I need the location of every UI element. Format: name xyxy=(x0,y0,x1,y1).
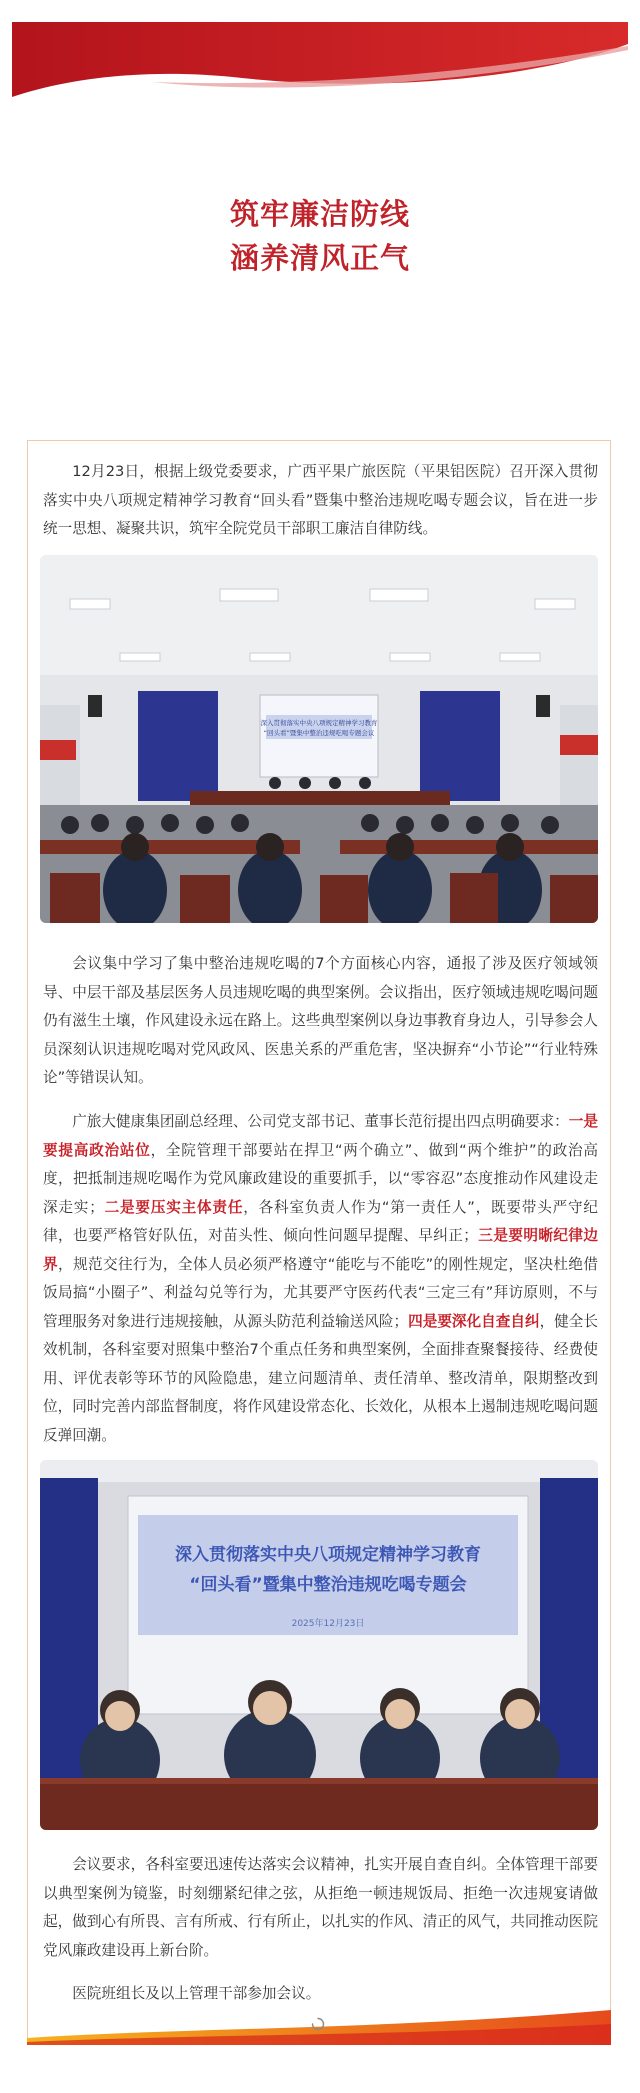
title-line-2: 涵养清风正气 xyxy=(229,241,410,275)
page-title xyxy=(0,192,640,280)
paragraph-study: 会议集中学习了集中整治违规吃喝的7个方面核心内容，通报了涉及医疗领域领导、中层干部及基层医务人员违规吃喝的典型案例。会议指出，医疗领域违规吃喝问题仍有滋生土壤，作风建设永远在路上。这些典型案例以身边事教育身边人，引导参会人员深刻认识违规吃喝对党风政风、医患关系的严重危害，坚决摒弃“小节论”“行业特殊论”等错误认知。 xyxy=(43,955,598,1086)
req-highlight-4: 四是要深化自查自纠 xyxy=(408,1312,540,1330)
screen-title-1: 深入贯彻落实中央八项规定精神学习教育 xyxy=(175,1545,481,1565)
paragraph-requirements-closing: 会议要求，各科室要迅速传达落实会议精神，扎实开展自查自纠。全体管理干部要以典型案例为镜鉴，时刻绷紧纪律之弦，从拒绝一顿违规饭局、拒绝一次违规宴请做起，做到心有所畏、言有所戒、行有所止，以扎实的作风、清正的风气，共同推动医院党风廉政建设再上新台阶。 xyxy=(43,1856,598,1959)
paragraph-requirements xyxy=(43,1108,598,1450)
loading-spinner-icon xyxy=(311,2017,325,2031)
req-text-2: ，各科室负责人作为“第一责任人”，既要带头严守纪律，也要严格管好队伍，对苗头性、倾向性问题早提醒、早纠正； xyxy=(43,1198,598,1244)
screen-text-1: 深入贯彻落实中央八项规定精神学习教育 xyxy=(260,719,378,727)
paragraph-attendees: 医院班组长及以上管理干部参加会议。 xyxy=(72,1985,321,2002)
podium-photo xyxy=(40,1460,598,1830)
req-text-3: ，规范交往行为，全体人员必须严格遵守“能吃与不能吃”的刚性规定，坚决杜绝借饭局搞“小圈子”、利益勾兑等行为，尤其要严守医药代表“三定三有”拜访原则，不与管理服务对象进行违规接触，从源头防范利益输送风险； xyxy=(43,1255,598,1330)
req-highlight-3: 三是要明晰纪律边界 xyxy=(43,1227,598,1273)
req-text-4: ，健全长效机制，各科室要对照集中整治7个重点任务和典型案例，全面排查聚餐接待、经费使用、评优表彰等环节的风险隐患，建立问题清单、责任清单、整改清单，限期整改到位，同时完善内部监督制度，将作风建设常态化、长效化，从根本上遏制违规吃喝问题反弹回潮。 xyxy=(43,1312,598,1444)
req-highlight-1: 一是要提高政治站位 xyxy=(43,1113,598,1159)
meeting-hall-photo xyxy=(40,555,598,923)
req-text-1: ，全院管理干部要站在捍卫“两个确立”、做到“两个维护”的政治高度，把抵制违规吃喝作为党风廉政建设的重要抓手，以“零容忍”态度推动作风建设走深走实； xyxy=(43,1141,598,1216)
screen-text-2: “回头看”暨集中整治违规吃喝专题会议 xyxy=(263,729,375,737)
title-line-1: 筑牢廉洁防线 xyxy=(229,197,410,231)
req-highlight-2: 二是要压实主体责任 xyxy=(103,1198,244,1216)
screen-title-2: “回头看”暨集中整治违规吃喝专题会 xyxy=(189,1575,467,1595)
screen-date: 2025年12月23日 xyxy=(291,1619,365,1629)
req-intro-text: 广旅大健康集团副总经理、公司党支部书记、董事长范衍提出四点明确要求： xyxy=(72,1113,569,1130)
top-banner xyxy=(12,22,628,97)
paragraph-intro: 12月23日，根据上级党委要求，广西平果广旅医院（平果铝医院）召开深入贯彻落实中央八项规定精神学习教育“回头看”暨集中整治违规吃喝专题会议，旨在进一步统一思想、凝聚共识，筑牢全院党员干部职工廉洁自律防线。 xyxy=(43,463,598,537)
